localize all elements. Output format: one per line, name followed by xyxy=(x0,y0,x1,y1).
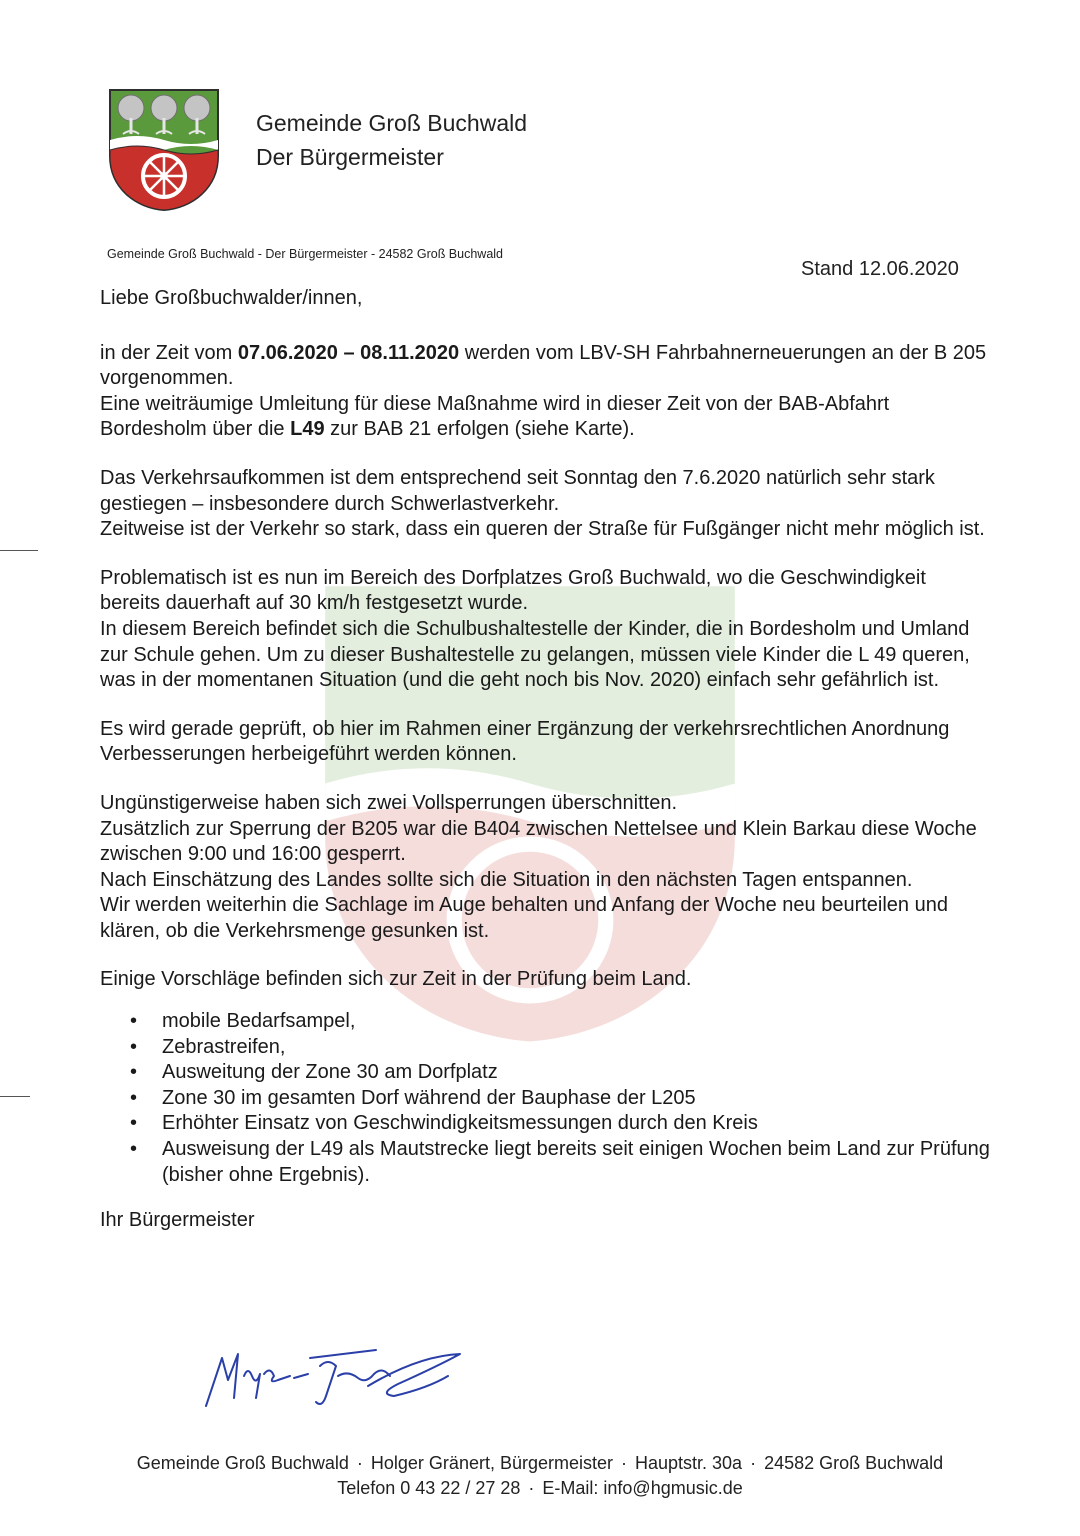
list-item-text: Erhöhter Einsatz von Geschwindigkeitsmessungen durch den Kreis xyxy=(162,1112,758,1135)
bullet-icon: • xyxy=(130,1112,138,1135)
footer-email: E-Mail: info@hgmusic.de xyxy=(542,1478,743,1498)
paragraph-problem xyxy=(100,566,990,694)
list-item-text: mobile Bedarfsampel, xyxy=(162,1010,356,1033)
paragraph-closure-info xyxy=(100,341,990,443)
paragraph-closures xyxy=(100,791,990,945)
footer-separator: · xyxy=(356,1453,363,1473)
footer-separator: · xyxy=(621,1453,627,1473)
text-span: In diesem Bereich befindet sich die Schulbushaltestelle der Kinder, die in Bordesholm und Umland zur Schule gehen. Um zu dieser Bushaltestelle zu gelangen, müssen viele Kinder die L 49 queren, was in der momentanen Situation (und die geht noch bis Nov. 2020) einfach sehr gefährlich ist. xyxy=(100,617,970,692)
letterhead xyxy=(256,106,527,174)
text-span: Problematisch ist es nun im Bereich des Dorfplatzes Groß Buchwald, wo die Geschwindigkeit bereits dauerhaft auf 30 km/h festgesetzt wurde. xyxy=(100,566,926,615)
list-item-text: Zebrastreifen, xyxy=(162,1035,286,1058)
list-item xyxy=(100,1137,990,1188)
footer-contact xyxy=(0,1478,1080,1499)
list-item xyxy=(100,1009,990,1035)
list-item xyxy=(100,1086,990,1112)
footer-separator: · xyxy=(750,1453,757,1473)
letter-body xyxy=(100,286,990,1234)
text-span: Eine weiträumige Umleitung für diese Maßnahme wird in dieser Zeit von der BAB-Abfahrt Bordesholm über die xyxy=(100,392,890,441)
bullet-icon: • xyxy=(130,1138,138,1161)
paragraph-traffic xyxy=(100,466,990,543)
letterhead-role: Der Bürgermeister xyxy=(256,144,444,170)
list-item xyxy=(100,1111,990,1137)
bullet-icon: • xyxy=(130,1061,138,1084)
list-item-text: Zone 30 im gesamten Dorf während der Bauphase der L205 xyxy=(162,1086,696,1109)
footer-city: 24582 Groß Buchwald xyxy=(764,1453,944,1473)
text-span: Zusätzlich zur Sperrung der B205 war die B404 zwischen Nettelsee und Klein Barkau diese Woche zwischen 9:00 und 16:00 gesperrt. xyxy=(100,817,977,866)
footer-name: Holger Gränert, Bürgermeister xyxy=(370,1453,613,1473)
coat-of-arms-logo xyxy=(106,86,222,212)
footer-street: Hauptstr. 30a xyxy=(635,1453,743,1473)
handwritten-signature xyxy=(198,1336,468,1416)
text-span: Ungünstigerweise haben sich zwei Vollsperrungen überschnitten. xyxy=(100,791,678,814)
list-item-text: Ausweitung der Zone 30 am Dorfplatz xyxy=(162,1061,498,1084)
fold-mark xyxy=(0,550,38,551)
closure-dates: 07.06.2020 – 08.11.2020 xyxy=(237,341,460,364)
punch-mark xyxy=(0,1096,30,1097)
text-span: Nach Einschätzung des Landes sollte sich die Situation in den nächsten Tagen entspannen. xyxy=(100,868,913,891)
list-item-text: Ausweisung der L49 als Mautstrecke liegt bereits seit einigen Wochen beim Land zur Prüfung (bisher ohne Ergebnis). xyxy=(162,1138,990,1186)
text-span: Das Verkehrsaufkommen ist dem entsprechend seit Sonntag den 7.6.2020 natürlich sehr stark gestiegen – insbesondere durch Schwerlastverkehr. xyxy=(100,466,935,515)
salutation: Liebe Großbuchwalder/innen, xyxy=(100,287,363,309)
sender-return-address: Gemeinde Groß Buchwald - Der Bürgermeister - 24582 Groß Buchwald xyxy=(107,247,503,261)
document-date: Stand 12.06.2020 xyxy=(801,258,959,280)
bullet-icon: • xyxy=(130,1086,138,1109)
list-item xyxy=(100,1035,990,1061)
list-item xyxy=(100,1060,990,1086)
text-span: in der Zeit vom xyxy=(100,341,238,364)
road-name: L49 xyxy=(290,418,325,441)
footer-org: Gemeinde Groß Buchwald xyxy=(136,1453,349,1473)
bullet-icon: • xyxy=(130,1010,138,1033)
footer-phone: Telefon 0 43 22 / 27 28 xyxy=(337,1478,521,1498)
text-span: werden vom LBV-SH Fahrbahnerneuerungen an der B 205 vorgenommen. xyxy=(100,341,987,390)
text-span: Wir werden weiterhin die Sachlage im Auge behalten und Anfang der Woche neu beurteilen und klären, ob die Verkehrsmenge gesunken ist. xyxy=(100,894,948,942)
footer-separator: · xyxy=(528,1478,535,1498)
letterhead-org: Gemeinde Groß Buchwald xyxy=(256,110,528,136)
text-span: Zeitweise ist der Verkehr so stark, dass ein queren der Straße für Fußgänger nicht mehr möglich ist. xyxy=(100,518,985,541)
paragraph-proposals: Einige Vorschläge befinden sich zur Zeit in der Prüfung beim Land. xyxy=(100,968,692,991)
paragraph-review: Es wird gerade geprüft, ob hier im Rahmen einer Ergänzung der verkehrsrechtlichen Anordnung Verbesserungen herbeigeführt werden können. xyxy=(100,717,950,766)
closing: Ihr Bürgermeister xyxy=(100,1209,255,1232)
proposal-list xyxy=(100,1009,990,1188)
bullet-icon: • xyxy=(130,1035,138,1058)
text-span: zur BAB 21 erfolgen (siehe Karte). xyxy=(324,418,635,441)
footer-address xyxy=(0,1453,1080,1474)
